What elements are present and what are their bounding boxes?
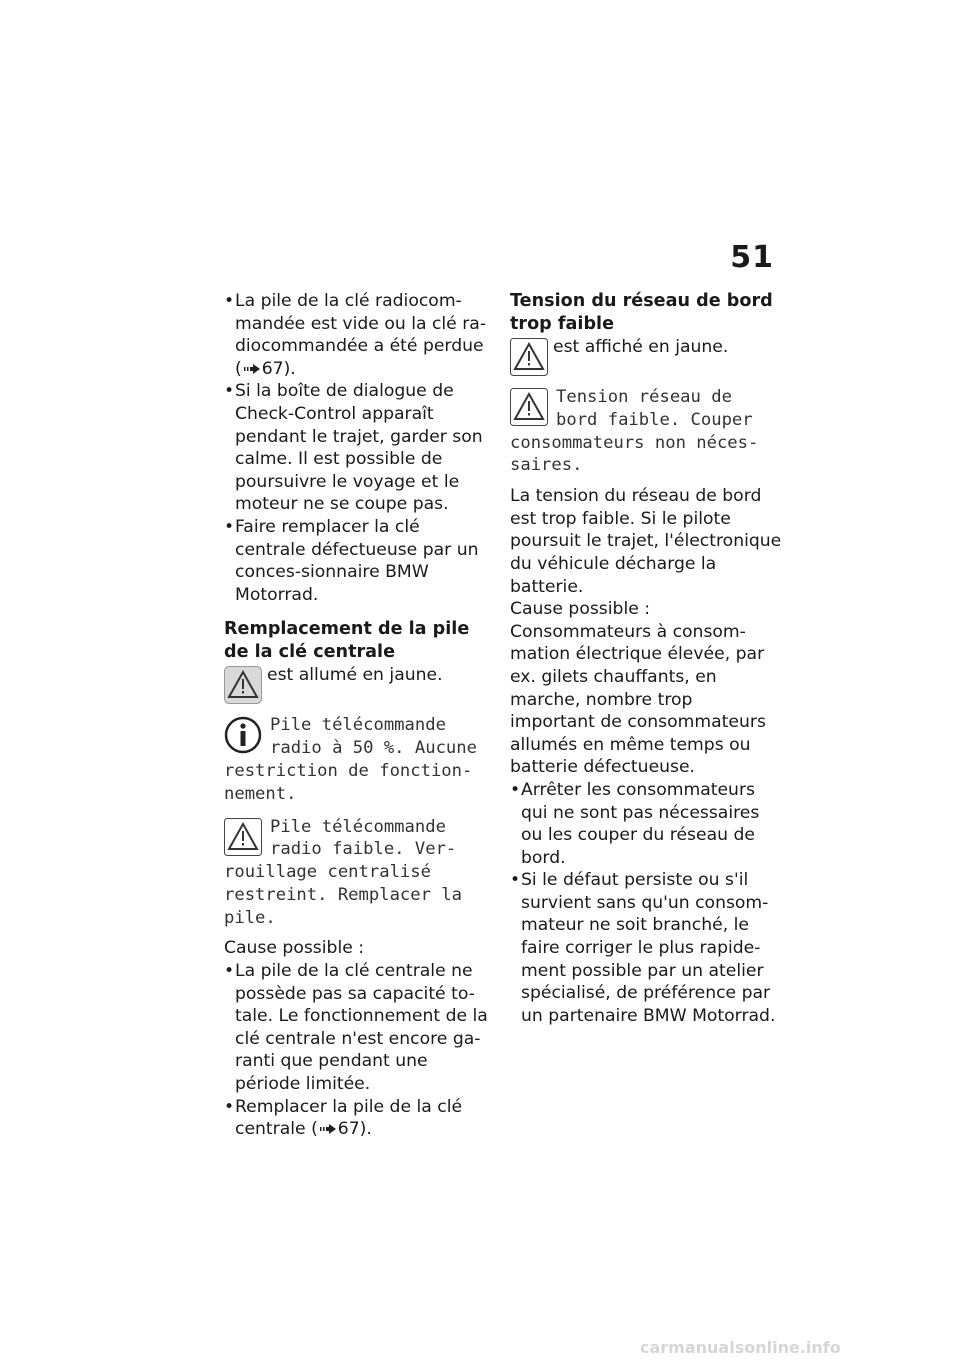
arrow-ref-icon (320, 1123, 336, 1135)
warning-triangle-yellow-icon (224, 666, 262, 704)
list-item: • Si le défaut persiste ou s'il survient sans qu'un consom-mateur ne soit branché, le faire corriger le plus rapide-ment possible par un atelier spécialisé, de préférence par un partenaire BMW Motorrad. (510, 869, 782, 1027)
right-column (510, 290, 782, 1027)
left-column (224, 290, 492, 1141)
list-item: • La pile de la clé radiocom-mandée est vide ou la clé ra-diocommandée a été perdue ( 67). (224, 290, 492, 380)
page-number: 51 (730, 240, 774, 275)
warning-indicator-line: est allumé en jaune. (224, 664, 492, 704)
list-item: • Arrêter les consommateurs qui ne sont pas nécessaires ou les couper du réseau de bord. (510, 779, 782, 869)
bullet-list-1 (224, 290, 492, 606)
section-heading: Remplacement de la pile de la clé centrale (224, 619, 470, 663)
cause-text: Consommateurs à consom-mation électrique élevée, par ex. gilets chauffants, en marche, nombre trop important de consommateurs allumés en même temps ou batterie défectueuse. (510, 621, 766, 778)
list-item: • Faire remplacer la clé centrale défectueuse par un conces-sionnaire BMW Motorrad. (224, 516, 492, 606)
section-heading: Tension du réseau de bord trop faible (510, 291, 773, 334)
warning-triangle-icon (510, 338, 548, 376)
list-item: • Remplacer la pile de la clé centrale ( 67). (224, 1096, 492, 1141)
bullet-list (510, 779, 782, 1028)
cause-label: Cause possible : (510, 599, 651, 620)
cause-label: Cause possible : (224, 938, 365, 959)
watermark: carmanualsonline.info (640, 1338, 841, 1357)
warning-triangle-icon (224, 818, 262, 856)
warning-message: Tension réseau de bord faible. Couper consommateurs non néces-saires. (510, 387, 759, 476)
arrow-ref-icon (244, 363, 260, 375)
warning-message: Pile télécommande radio faible. Ver-rouillage centralisé restreint. Remplacer la pile. (224, 816, 462, 928)
info-icon (224, 716, 262, 754)
list-item: • Si la boîte de dialogue de Check-Control apparaît pendant le trajet, garder son calme. Il est possible de poursuivre le voyage et le moteur ne se coupe pas. (224, 380, 492, 516)
body-paragraph: La tension du réseau de bord est trop faible. Si le pilote poursuit le trajet, l'électronique du véhicule décharge la batterie. (510, 486, 782, 597)
warning-triangle-icon (510, 388, 548, 426)
info-message: Pile télécommande radio à 50 %. Aucune restriction de fonction-nement. (224, 715, 477, 804)
bullet-list-2 (224, 960, 492, 1141)
warning-indicator-line: est affiché en jaune. (510, 336, 782, 376)
list-item: • La pile de la clé centrale ne possède pas sa capacité to-tale. Le fonctionnement de la clé centrale n'est encore ga-ranti que pendant une période limitée. (224, 960, 492, 1096)
